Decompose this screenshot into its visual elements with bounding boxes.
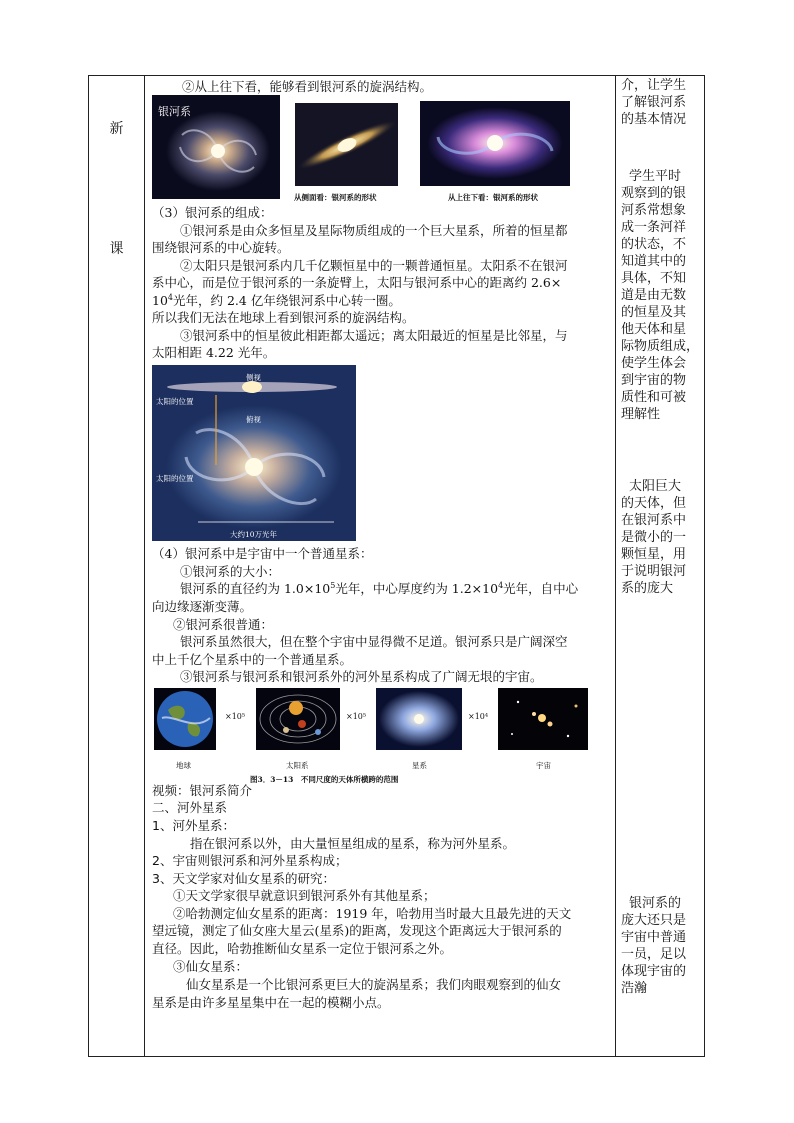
text-line: 太阳相距 4.22 光年。: [152, 345, 276, 360]
text-line: 仙女星系是一个比银河系更巨大的旋涡星系；我们肉眼观察到的仙女: [186, 977, 562, 992]
diagram-sun-label: 太阳的位置: [156, 474, 194, 483]
solar-system-image: [256, 688, 340, 750]
text-line: 指在银河系以外，由大量恒星组成的星系，称为河外星系。: [190, 836, 516, 851]
text-line: ①银河系的大小：: [180, 564, 281, 579]
scale-label-earth: 地球: [176, 761, 191, 770]
text-line: （4）银河系中是宇宙中一个普通星系：: [152, 546, 373, 561]
side-view-caption: 从侧面看：银河系的形状: [294, 193, 377, 202]
text-line: 直径。因此，哈勃推断仙女星系一定位于银河系之外。: [152, 941, 453, 956]
scale-label-solar: 太阳系: [286, 761, 309, 770]
universe-image: [498, 688, 588, 750]
scale-multiplier: ×10⁴: [468, 712, 489, 721]
galaxy-scale-image: [376, 688, 462, 750]
scale-label-universe: 宇宙: [536, 761, 551, 770]
text-line: 银河系的直径约为 $1.0\times 10^5$光年，中心厚度约为 $1.2\times 10^4$光年，自中心: [180, 580, 579, 596]
text-line: 系中心，而是位于银河系的一条旋臂上，太阳与银河系中心的距离约 2.6×: [152, 275, 562, 290]
text-line: 二、河外星系: [152, 800, 228, 815]
text-line: 望远镜，测定了仙女座大星云(星系)的距离，发现这个距离远大于银河系的: [152, 923, 562, 938]
text-line: ②太阳只是银河系内几千亿颗恒星中的一颗普通恒星。太阳系不在银河: [180, 258, 568, 273]
text-line: 中上千亿个星系中的一个普通星系。: [152, 652, 353, 667]
galaxy-photo-label: 银河系: [158, 105, 191, 118]
column-divider: [615, 76, 616, 1056]
section-label-new: 新: [109, 121, 124, 137]
top-view-caption: 从上往下看：银河系的形状: [448, 193, 538, 202]
text-line: 所以我们无法在地球上看到银河系的旋涡结构。: [152, 310, 415, 325]
column-divider: [144, 76, 145, 1056]
diagram-scale-label: 大约10万光年: [230, 530, 278, 539]
galaxy-top-photo: [420, 101, 570, 186]
text-line: ①天文学家很早就意识到银河系外有其他星系；: [173, 888, 436, 903]
milky-way-diagram: [152, 365, 356, 541]
text-line: 向边缘逐渐变薄。: [152, 599, 253, 614]
galaxy-side-photo: [295, 103, 398, 186]
scale-label-galaxy: 星系: [412, 761, 427, 770]
earth-image: [154, 688, 216, 750]
section-label-lesson: 课: [109, 241, 124, 257]
teaching-note-4: 银河系的 庞大还只是 宇宙中普通 一员，足以 体现宇宙的 浩瀚: [621, 896, 687, 996]
teaching-note-2: 学生平时 观察到的银 河系常想象 成一条河祥 的状态，不 知道其中的 具体，不知 道是由无数 的恒星及其 他天体和星 际物质组成， 使学生体会 到宇宙的物 质性和可被 理解性: [621, 169, 700, 422]
text-line: ③银河系中的恒星彼此相距都太遥远；离太阳最近的恒星是比邻星，与: [180, 328, 568, 343]
text-line: 2、宇宙则银河系和河外星系构成；: [152, 853, 348, 868]
text-line: （3）银河系的组成：: [152, 205, 273, 220]
diagram-top-label: 俯视: [246, 415, 261, 424]
scale-multiplier: ×10⁵: [225, 712, 246, 721]
diagram-side-label: 侧视: [246, 373, 261, 382]
text-line: ②哈勃测定仙女星系的距离：1919 年，哈勃用当时最大且最先进的天文: [173, 906, 572, 921]
scale-figure-caption: 图3．3－13 不同尺度的天体所横跨的范围: [250, 775, 399, 784]
scale-multiplier: ×10⁵: [346, 712, 367, 721]
text-line: 3、天文学家对仙女星系的研究：: [152, 871, 335, 886]
text-line: 围绕银河系的中心旋转。: [152, 240, 290, 255]
text-line: ②从上往下看，能够看到银河系的旋涡结构。: [182, 79, 433, 94]
text-line: 星系是由许多星星集中在一起的模糊小点。: [152, 995, 390, 1010]
text-line: 1、河外星系：: [152, 818, 235, 833]
text-line: 银河系虽然很大，但在整个宇宙中显得微不足道。银河系只是广阔深空: [180, 634, 568, 649]
text-line: ③银河系与银河系和银河系外的河外星系构成了广阔无垠的宇宙。: [180, 669, 543, 684]
text-line: 视频：银河系简介: [152, 783, 253, 798]
text-line: ①银河系是由众多恒星及星际物质组成的一个巨大星系，所着的恒星都: [180, 223, 568, 238]
teaching-note-3: 太阳巨大 的天体，但 在银河系中 是微小的一 颗恒星，用 于说明银河 系的庞大: [621, 479, 687, 596]
text-line: ③仙女星系：: [173, 959, 249, 974]
text-line: ②银河系很普通：: [173, 617, 274, 632]
teaching-note-1: 介，让学生 了解银河系 的基本情况: [621, 78, 687, 127]
diagram-sun-label: 太阳的位置: [156, 397, 194, 406]
text-line: $10^4$光年，约 2.4 亿年绕银河系中心转一圈。: [152, 292, 401, 308]
lesson-table: [88, 75, 705, 1057]
